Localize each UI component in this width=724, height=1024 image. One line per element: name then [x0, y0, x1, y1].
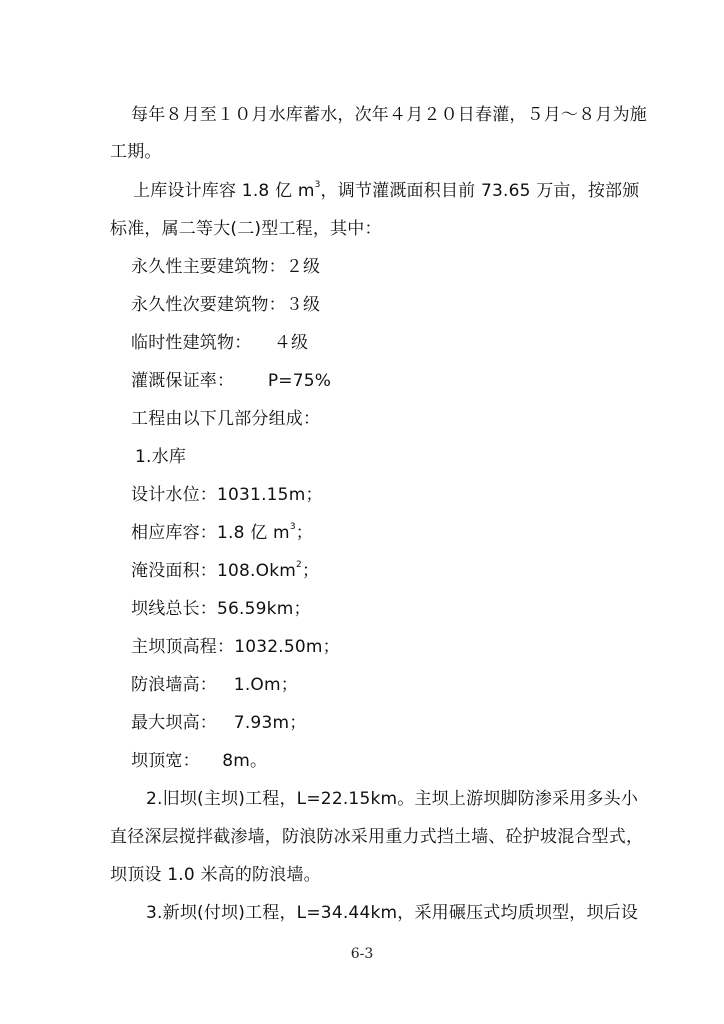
flooded-area-text: 淹没面积：108.Okm: [131, 561, 297, 581]
section-old-dam-line-3: 坝顶设 1.0 米高的防浪墙。: [110, 865, 321, 885]
reservoir-capacity: [131, 522, 313, 544]
section-old-dam-line-1: 2.旧坝(主坝)工程，L=22.15km。主坝上游坝脚防渗采用多头小: [146, 789, 639, 809]
paragraph-schedule-line-1: 每年８月至１０月水库蓄水，次年４月２０日春灌，５月～８月为施: [131, 105, 647, 125]
main-dam-crest-elevation: 主坝顶高程：1032.50m；: [131, 637, 340, 657]
paragraph-capacity-line-2: 标准，属二等大(二)型工程，其中：: [110, 219, 382, 239]
reservoir-capacity-end: ；: [295, 523, 313, 543]
flooded-area: [131, 560, 319, 582]
section-reservoir-heading: 1.水库: [135, 447, 187, 467]
dam-total-length: 坝线总长：56.59km；: [131, 599, 311, 619]
grade-temporary-building: 临时性建筑物： ４级: [131, 333, 309, 353]
section-old-dam-line-2: 直径深层搅拌截渗墙，防浪防冰采用重力式挡土墙、砼护坡混合型式，: [110, 827, 644, 847]
paragraph-schedule-line-2: 工期。: [110, 142, 162, 162]
section-new-dam-line-1: 3.新坝(付坝)工程，L=34.44km，采用碾压式均质坝型，坝后设: [146, 903, 639, 923]
composition-intro: 工程由以下几部分组成：: [131, 409, 321, 429]
irrigation-area-text: ，调节灌溉面积目前 73.65 万亩，按部颁: [320, 181, 640, 201]
design-water-level: 设计水位：1031.15m；: [131, 485, 323, 505]
dam-crest-width: 坝顶宽： 8m。: [131, 751, 268, 771]
grade-main-building: 永久性主要建筑物：２级: [131, 257, 321, 277]
wave-wall-height: 防浪墙高： 1.Om；: [131, 675, 298, 695]
irrigation-guarantee-rate: 灌溉保证率： P=75%: [131, 371, 332, 391]
flooded-area-end: ；: [301, 561, 320, 581]
paragraph-capacity-line-1: [133, 180, 639, 202]
page-number: 6-3: [350, 946, 374, 962]
reservoir-capacity-text: 相应库容：1.8 亿 m: [131, 523, 290, 543]
grade-secondary-building: 永久性次要建筑物：３级: [131, 295, 321, 315]
max-dam-height: 最大坝高： 7.93m；: [131, 713, 307, 733]
cubic-superscript: 3: [314, 180, 321, 191]
cubic-superscript: 3: [289, 522, 296, 533]
square-superscript: 2: [296, 560, 302, 571]
capacity-text: 上库设计库容 1.8 亿 m: [133, 181, 315, 201]
